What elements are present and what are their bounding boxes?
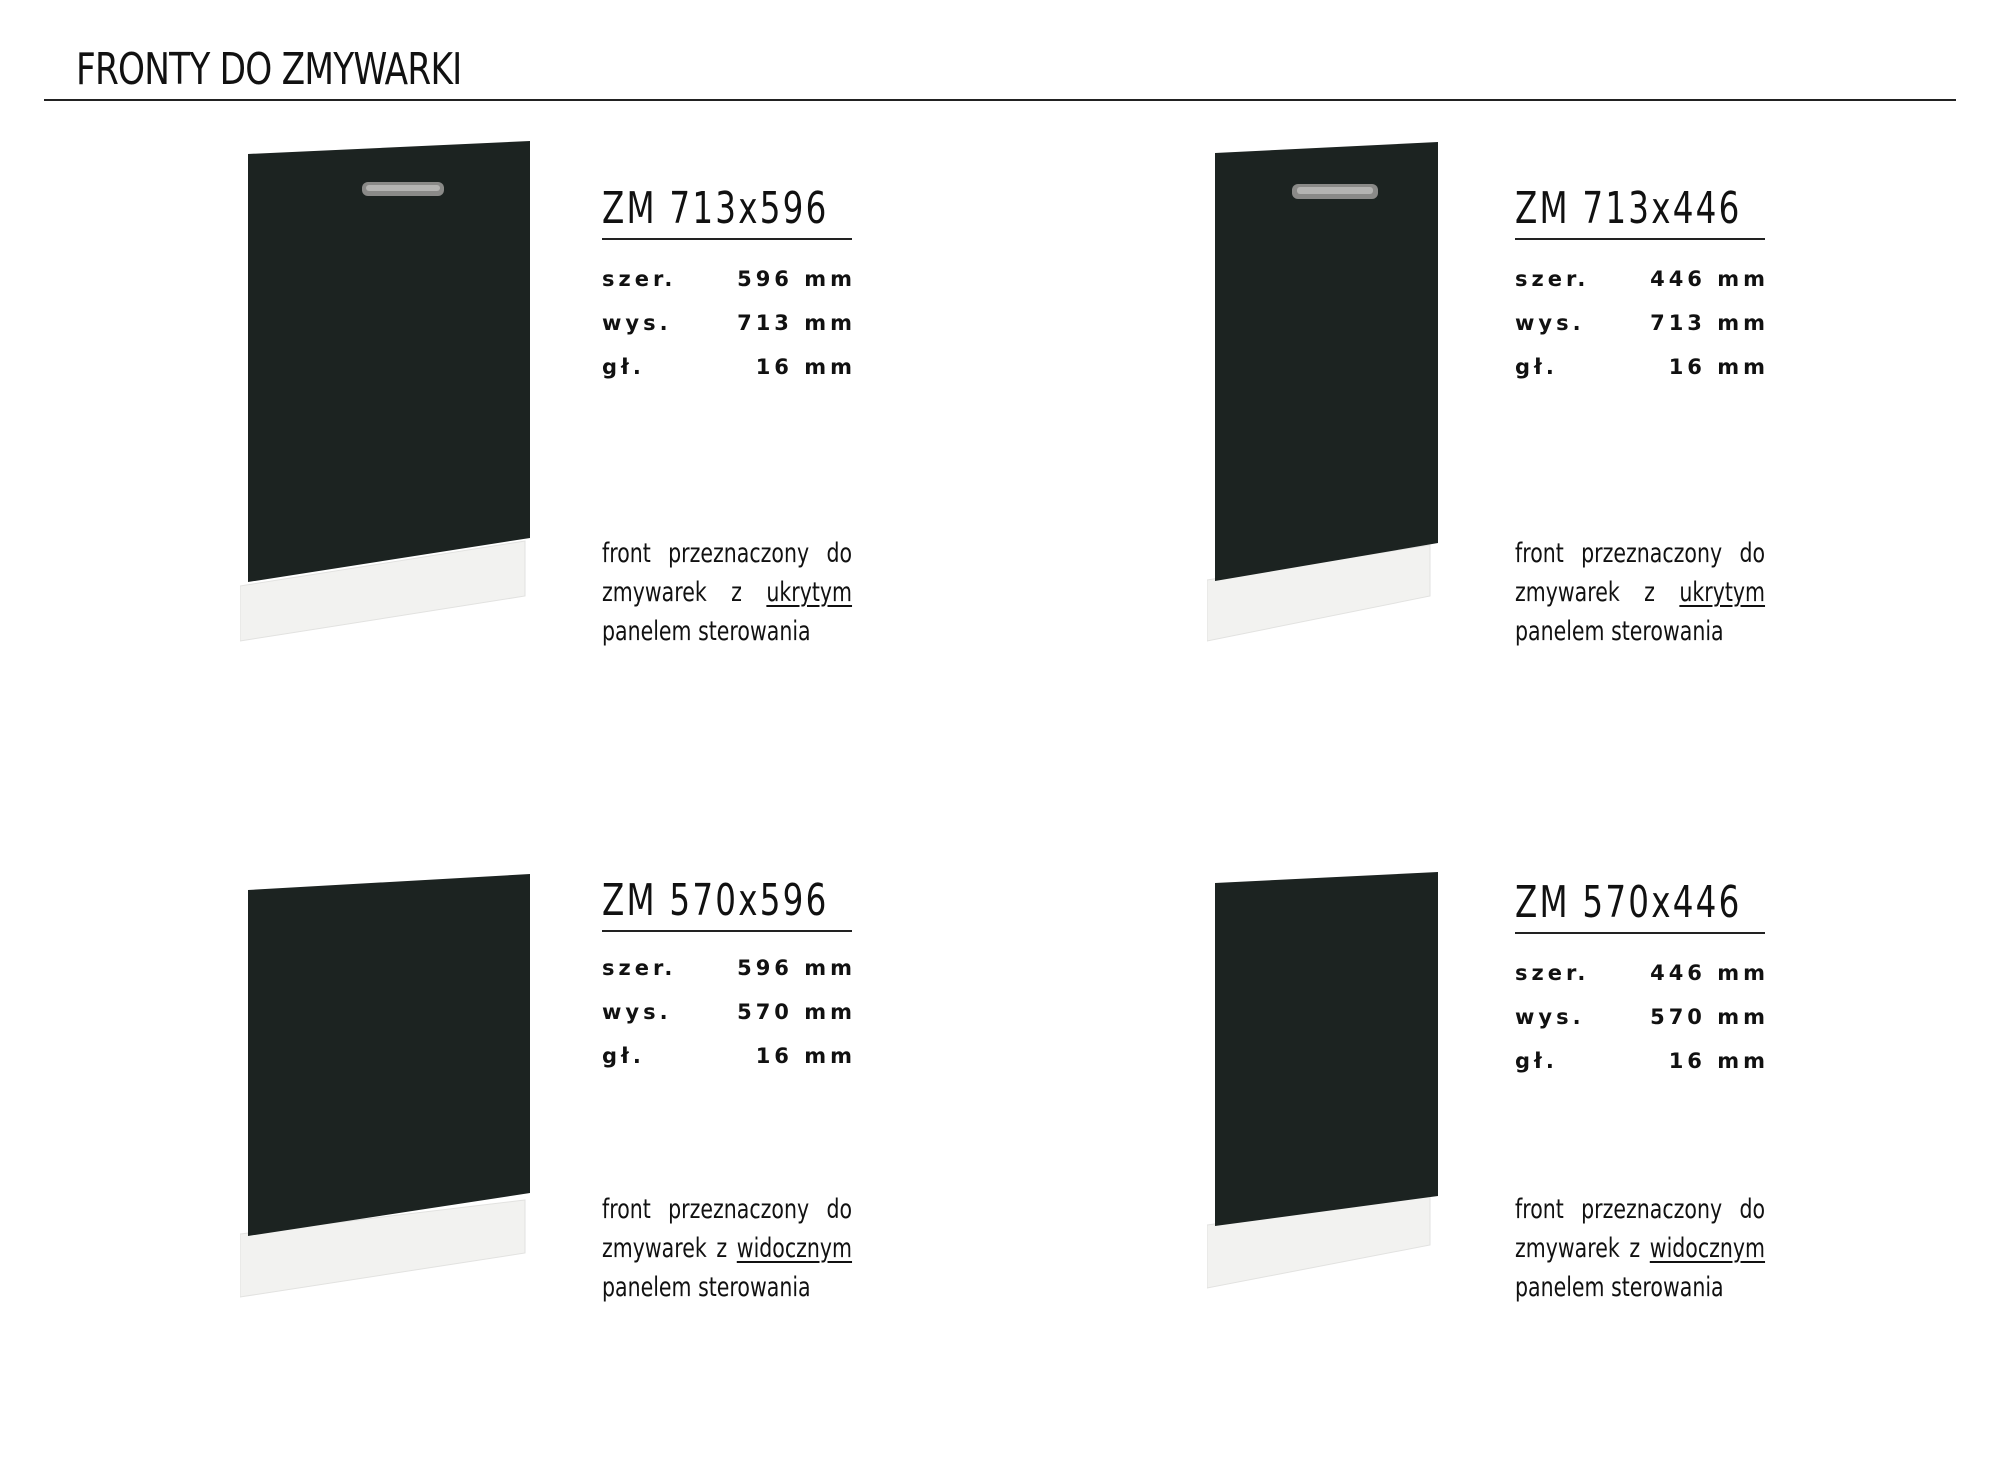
model-name: ZM 713x596 [602, 184, 852, 240]
spec-width: szer. 446 mm [1515, 961, 1769, 985]
product-card [240, 140, 1240, 740]
product-description: front przeznaczony do zmywarek z widocznym panelem sterowania [1515, 1194, 1766, 1303]
product-card [1207, 870, 2000, 1470]
spec-depth: gł. 16 mm [1515, 1049, 1769, 1073]
product-description: front przeznaczony do zmywarek z ukrytym panelem sterowania [602, 538, 853, 647]
spec-depth: gł. 16 mm [602, 1044, 856, 1068]
spec-depth: gł. 16 mm [1515, 355, 1769, 379]
product-description: front przeznaczony do zmywarek z ukrytym panelem sterowania [1515, 538, 1766, 647]
dishwasher-front-image [240, 140, 540, 650]
dishwasher-front-image [1207, 140, 1507, 650]
specs-table [1515, 958, 1769, 1090]
model-name: ZM 570x596 [602, 876, 852, 932]
model-name: ZM 570x446 [1515, 878, 1765, 934]
title-divider [44, 99, 1956, 101]
dishwasher-front-image [1207, 870, 1507, 1310]
spec-height: wys. 713 mm [602, 311, 856, 335]
product-card [1207, 140, 2000, 740]
spec-depth: gł. 16 mm [602, 355, 856, 379]
front-panel [248, 874, 530, 1236]
spec-width: szer. 446 mm [1515, 267, 1769, 291]
specs-table [1515, 264, 1769, 396]
product-card [240, 872, 1240, 1472]
model-name: ZM 713x446 [1515, 184, 1765, 240]
dishwasher-front-image [240, 872, 540, 1312]
front-panel [248, 141, 530, 582]
spec-width: szer. 596 mm [602, 956, 856, 980]
spec-width: szer. 596 mm [602, 267, 856, 291]
page-title: FRONTY DO ZMYWARKI [76, 44, 462, 95]
front-panel [1215, 872, 1438, 1226]
front-panel [1215, 142, 1438, 581]
product-description: front przeznaczony do zmywarek z widocznym panelem sterowania [602, 1194, 853, 1303]
specs-table [602, 264, 856, 396]
spec-height: wys. 570 mm [1515, 1005, 1769, 1029]
specs-table [602, 953, 856, 1085]
spec-height: wys. 713 mm [1515, 311, 1769, 335]
spec-height: wys. 570 mm [602, 1000, 856, 1024]
